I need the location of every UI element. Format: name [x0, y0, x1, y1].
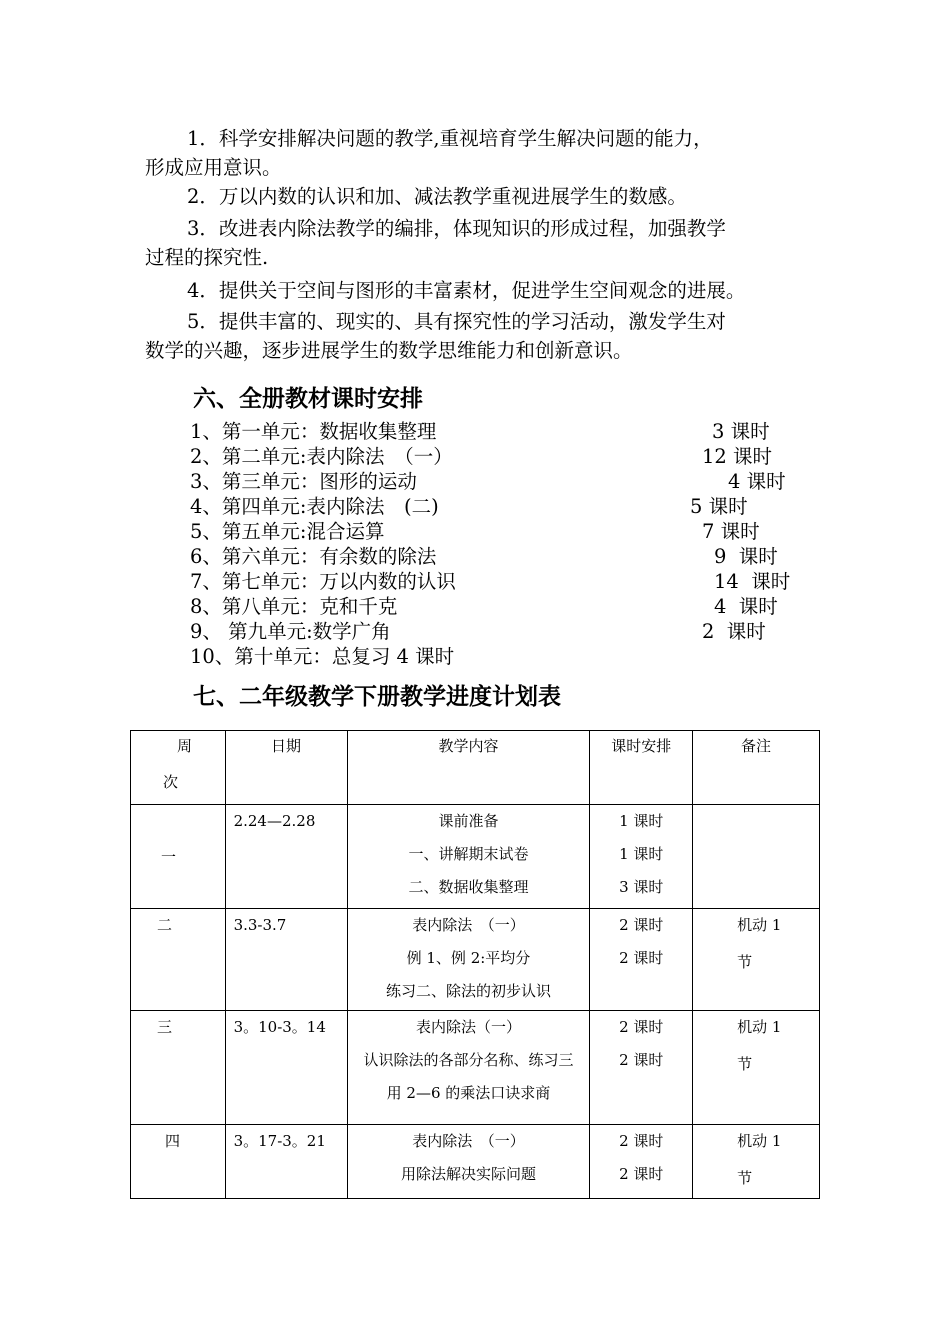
header-note-label: 备注: [741, 737, 772, 755]
unit-hours: 5 课时: [690, 495, 748, 518]
row-note-line: 节: [737, 1055, 753, 1073]
row-week-label: 一: [161, 848, 177, 866]
row-note: [693, 909, 820, 1011]
row-note: [693, 1011, 820, 1125]
row-content-line: 用 2—6 的乘法口诀求商: [386, 1084, 551, 1102]
header-week-line-1: 周: [177, 737, 193, 755]
unit-hours: 12 课时: [702, 445, 773, 468]
row-note-line: 节: [737, 1169, 753, 1187]
paragraph-5-line-1: 5．提供丰富的、现实的、具有探究性的学习活动，激发学生对: [187, 310, 726, 333]
row-note-line: 机动 1: [737, 916, 782, 934]
row-hours: [590, 805, 693, 909]
row-hours-line: 2 课时: [619, 1165, 664, 1183]
header-content: [347, 731, 590, 805]
section-7-title: 七、二年级教学下册教学进度计划表: [193, 684, 561, 710]
paragraph-1-line-1: 1．科学安排解决问题的教学,重视培育学生解决问题的能力，: [187, 127, 713, 150]
unit-item: 10、第十单元：总复习 4 课时: [190, 645, 455, 668]
row-content-line: 表内除法（一）: [415, 1018, 521, 1036]
table-row: [131, 1125, 820, 1199]
row-content-line: 认识除法的各部分名称、练习三: [363, 1051, 574, 1069]
paragraph-4-line-1: 4．提供关于空间与图形的丰富素材，促进学生空间观念的进展。: [187, 279, 746, 302]
unit-item: 4、第四单元:表内除法 (二): [190, 495, 439, 518]
unit-hours: 9 课时: [714, 545, 778, 568]
row-week: [131, 1011, 226, 1125]
header-date-label: 日期: [271, 737, 302, 755]
row-content-line: 例 1、例 2:平均分: [406, 949, 531, 967]
row-note-line: 节: [737, 953, 753, 971]
row-note-line: 机动 1: [737, 1132, 782, 1150]
header-date: [225, 731, 347, 805]
row-note-line: 机动 1: [737, 1018, 782, 1036]
row-date: [225, 1125, 347, 1199]
paragraph-1-line-2: 形成应用意识。: [145, 156, 282, 179]
table-row: [131, 805, 820, 909]
row-content-line: 用除法解决实际问题: [400, 1165, 536, 1183]
unit-item: 3、第三单元：图形的运动: [190, 470, 417, 493]
row-hours-line: 1 课时: [619, 812, 664, 830]
row-content: [347, 909, 590, 1011]
row-hours-line: 2 课时: [619, 916, 664, 934]
row-date: [225, 909, 347, 1011]
row-week-label: 三: [157, 1018, 173, 1036]
row-content-line: 表内除法 （一）: [412, 916, 525, 934]
section-6-title: 六、全册教材课时安排: [193, 386, 423, 412]
unit-item: 7、第七单元：万以内数的认识: [190, 570, 456, 593]
unit-hours: 4 课时: [728, 470, 786, 493]
row-hours-line: 2 课时: [619, 1018, 664, 1036]
paragraph-5: [145, 307, 817, 365]
unit-hours: 4 课时: [714, 595, 778, 618]
row-hours: [590, 909, 693, 1011]
paragraph-3-line-1: 3．改进表内除法教学的编排，体现知识的形成过程，加强教学: [187, 217, 726, 240]
header-content-label: 教学内容: [438, 737, 499, 755]
row-week-label: 四: [165, 1132, 181, 1150]
unit-item: 5、第五单元:混合运算: [190, 520, 385, 543]
row-date-label: 3。17-3。21: [233, 1132, 326, 1150]
row-content: [347, 1125, 590, 1199]
row-hours-line: 1 课时: [619, 845, 664, 863]
paragraph-5-line-2: 数学的兴趣，逐步进展学生的数学思维能力和创新意识。: [145, 339, 633, 362]
row-content-line: 练习二、除法的初步认识: [385, 982, 551, 1000]
row-content: [347, 805, 590, 909]
header-week: [131, 731, 226, 805]
paragraph-3: [145, 214, 817, 272]
row-week-label: 二: [157, 916, 173, 934]
unit-item: 2、第二单元:表内除法 （一）: [190, 445, 453, 468]
row-content-line: 二、数据收集整理: [408, 878, 529, 896]
row-note: [693, 1125, 820, 1199]
header-hours-label: 课时安排: [611, 737, 672, 755]
row-date-label: 2.24—2.28: [233, 812, 316, 830]
row-hours-line: 2 课时: [619, 949, 664, 967]
row-date: [225, 805, 347, 909]
row-content: [347, 1011, 590, 1125]
unit-item: 9、 第九单元:数学广角: [190, 620, 391, 643]
unit-hours: 2 课时: [702, 620, 766, 643]
table-row: [131, 909, 820, 1011]
unit-hours: 3 课时: [712, 420, 770, 443]
row-hours-line: 2 课时: [619, 1132, 664, 1150]
row-note: [693, 805, 820, 909]
schedule-table: [130, 730, 820, 1199]
paragraph-4: [145, 276, 817, 305]
paragraph-1: [145, 124, 817, 182]
row-hours: [590, 1011, 693, 1125]
row-content-line: 课前准备: [438, 812, 499, 830]
row-date-label: 3。10-3。14: [233, 1018, 326, 1036]
unit-hours: 7 课时: [702, 520, 760, 543]
paragraph-3-line-2: 过程的探究性.: [145, 246, 269, 269]
row-week: [131, 909, 226, 1011]
row-content-line: 一、讲解期末试卷: [408, 845, 529, 863]
row-date-label: 3.3-3.7: [233, 916, 287, 934]
unit-hours: 14 课时: [714, 570, 791, 593]
row-week: [131, 1125, 226, 1199]
row-week: [131, 805, 226, 909]
row-date: [225, 1011, 347, 1125]
unit-item: 1、第一单元：数据收集整理: [190, 420, 437, 443]
paragraph-2-line-1: 2．万以内数的认识和加、减法教学重视进展学生的数感。: [187, 185, 687, 208]
unit-item: 8、第八单元：克和千克: [190, 595, 398, 618]
row-hours: [590, 1125, 693, 1199]
header-week-line-2: 次: [163, 773, 179, 791]
paragraph-2: [145, 182, 817, 211]
table-header-row: [131, 731, 820, 805]
header-hours: [590, 731, 693, 805]
header-note: [693, 731, 820, 805]
table-row: [131, 1011, 820, 1125]
row-content-line: 表内除法 （一）: [412, 1132, 525, 1150]
row-hours-line: 3 课时: [619, 878, 664, 896]
unit-item: 6、第六单元：有余数的除法: [190, 545, 437, 568]
row-hours-line: 2 课时: [619, 1051, 664, 1069]
